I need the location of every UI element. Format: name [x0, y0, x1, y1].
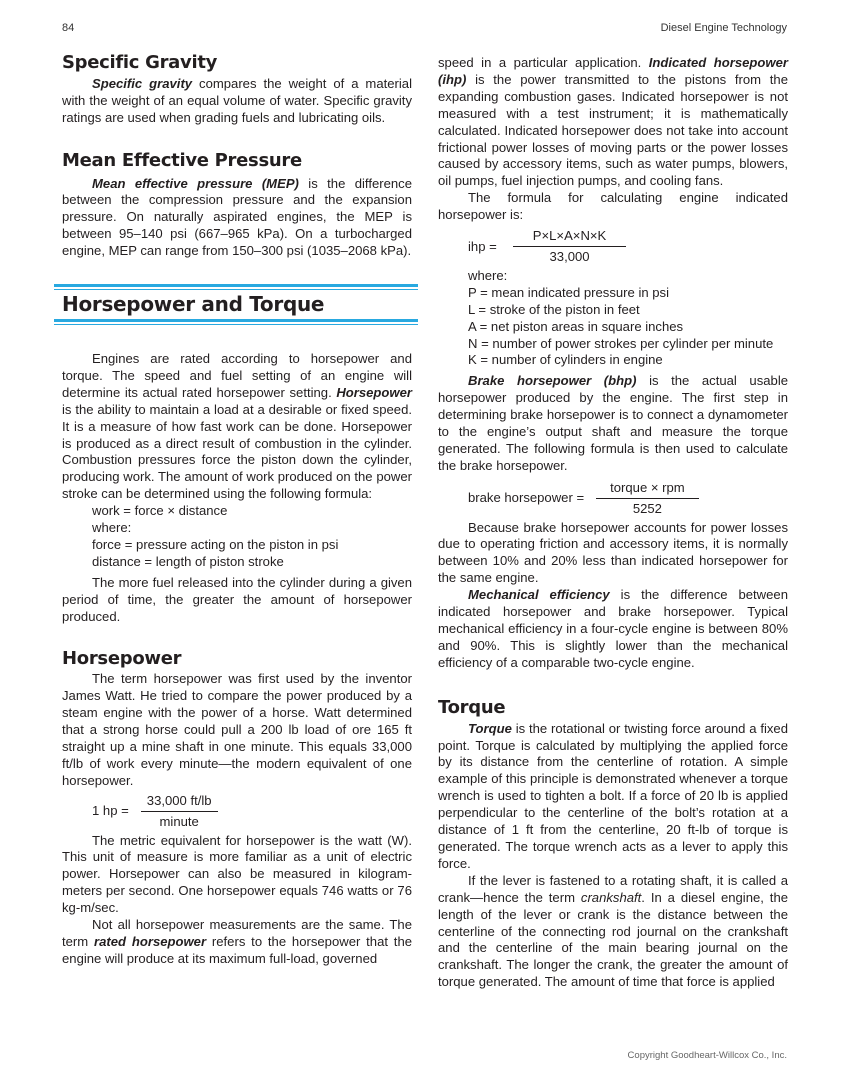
paragraph-specific-gravity: Specific gravity compares the weight of a material with the weight of an equal volume of water. Specific gravity ratings are used when grading fuels and lubricating oils. [62, 75, 413, 125]
bhp-equation: brake horsepower = $\frac{\text{torque × rpm}}{5252}$ [438, 480, 788, 518]
keyword: Mean effective pressure (MEP) [92, 175, 299, 191]
keyword: rated horsepower [94, 933, 207, 949]
keyword: Specific gravity [92, 75, 193, 91]
italic-term: crankshaft [580, 889, 642, 905]
hp-equation: 1 hp = $\frac{33,000 ft/lb}{\text{minute}}$ [62, 793, 412, 831]
paragraph-rated-horsepower: Not all horsepower measurements are the same. The term rated horsepower refers to the horsepower that the engine will produce at its maximum full-load, governed [62, 917, 413, 966]
work-formula: work = force × distance where: force = pressure acting on the piston in psi distance = length of piston stroke [92, 503, 339, 569]
book-title: Diesel Engine Technology [660, 22, 787, 34]
paragraph-torque-definition: Torque is the rotational or twisting force around a fixed point. Torque is calculated by multiplying the applied force by its distance from the centerline of rotation. A simple example of this principle is demonstrated whenever a torque wrench is used to tighten a bolt. If a force of 20 lb is applied perpendicular to the centerline of the bolt’s rotation at a distance of 1 ft from the centerline, 20 ft-lb of torque is generated. The torque wrench acts as a lever to apply this force. [438, 720, 788, 871]
paragraph-more-fuel: The more fuel released into the cylinder during a given period of time, the greater the amount of horsepower produced. [62, 574, 412, 624]
accent-rule-bottom-thin [54, 324, 418, 325]
keyword: Mechanical efficiency [468, 587, 610, 603]
page-number: 84 [62, 22, 75, 34]
paragraph-mep: Mean effective pressure (MEP) is the difference between the compression pressure and the expansion pressure. On naturally aspirated engines, the MEP is between 95–140 psi (667–965 kPa). On a turbocharged engine, MEP can range from 150–300 psi (1035–2068 kPa). [62, 175, 412, 259]
ihp-equation: ihp = $\frac{P\times L\times A\times N\times K}{33,000}$ [438, 228, 788, 266]
heading-mean-effective-pressure: Mean Effective Pressure [62, 149, 302, 171]
heading-specific-gravity: Specific Gravity [62, 52, 218, 73]
fraction: $\frac{33,000 ft/lb}{\text{minute}}$ [141, 793, 218, 831]
ihp-variable-definitions: where: P = mean indicated pressure in psi L = stroke of the piston in feet A = net piston areas in square inches N = number of power strokes per cylinder per minute K = number of cylinders in engine [468, 267, 774, 368]
paragraph-power-losses: Because brake horsepower accounts for power losses due to operating friction and accessory items, it is normally between 10% and 20% less than indicated horsepower for the same engine. [438, 519, 788, 586]
accent-rule-bottom [54, 319, 418, 323]
paragraph-james-watt: The term horsepower was first used by the inventor James Watt. He tried to compare the power produced by a steam engine with the power of a horse. Watt determined that a strong horse could pull a 200 lb load of ore 165 ft straight up a mine shaft in one minute. This equals 33,000 ft/lb of work every minute—the modern equivalent of one horsepower. [62, 671, 412, 788]
heading-torque: Torque [438, 696, 506, 718]
major-heading-text: Horsepower and Torque [62, 292, 325, 317]
paragraph-indicated-horsepower: speed in a particular application. Indicated horsepower (ihp) is the power transmitted to the pistons from the expanding combustion gases. Indicated horsepower is not measured with a test instrument; it is mathematically calculated. Indicated horsepower does not take into account frictional power losses of moving parts or the power losses caused by accessory items, such as water pumps, blowers, oil pumps, fuel injection pumps, and cooling fans. [438, 55, 788, 189]
running-head [62, 22, 787, 38]
fraction: $\frac{\text{torque × rpm}}{5252}$ [596, 480, 699, 518]
heading-horsepower: Horsepower [62, 648, 182, 670]
left-column [62, 52, 413, 968]
keyword: Brake horsepower (bhp) [468, 373, 637, 389]
paragraph-formula-intro: The formula for calculating engine indicated horsepower is: [438, 190, 788, 223]
paragraph-metric-equivalent: The metric equivalent for horsepower is the watt (W). This unit of measure is more familiar as a unit of electric power. Horsepower can also be measured in kilogram-meters per second. One horsepower equals 746 watts or 76 kg-m/sec. [62, 832, 412, 916]
accent-rule-top [54, 284, 418, 288]
fraction: $\frac{P\times L\times A\times N\times K}{33,000}$ [513, 228, 627, 266]
major-heading-horsepower-and-torque [54, 284, 418, 325]
paragraph-brake-horsepower: Brake horsepower (bhp) is the actual usable horsepower produced by the engine. The first step in determining brake horsepower is to connect a dynamometer to the engine’s output shaft and measure the torque generated. The following formula is then used to calculate the brake horsepower. [438, 373, 789, 473]
keyword: Torque [468, 720, 512, 736]
copyright-footer: Copyright Goodheart-Willcox Co., Inc. [627, 1050, 787, 1061]
paragraph-crankshaft: If the lever is fastened to a rotating shaft, it is called a crank—hence the term crankshaft. In a diesel engine, the length of the lever or crank is the distance between the centerline of the connecting rod journal on the crankshaft and the centerline of the main bearing journal on the crankshaft. The longer the crank, the greater the amount of torque generated. The amount of time that force is applied [438, 872, 789, 990]
keyword: Horsepower [336, 384, 412, 400]
right-column [438, 55, 788, 991]
paragraph-mechanical-efficiency: Mechanical efficiency is the difference between indicated horsepower and brake horsepower. Typical mechanical efficiency in a four-cycle engine is between 80% and 90%. This is slightly lower than the mechanical efficiency of a comparable two-cycle engine. [438, 587, 788, 670]
keyword: Indicated horsepower (ihp) [438, 55, 788, 87]
paragraph-engines-rated: Engines are rated according to horsepower and torque. The speed and fuel setting of an engine will determine its actual rated horsepower setting. Horsepower is the ability to maintain a load at a desirable or fixed speed. It is a measure of how fast work can be done. Horsepower is produced as a direct result of combustion in the cylinder. Combustion pressures force the piston down the cylinder, producing work. The amount of work produced on the power stroke can be determined using the following formula: [62, 350, 412, 502]
